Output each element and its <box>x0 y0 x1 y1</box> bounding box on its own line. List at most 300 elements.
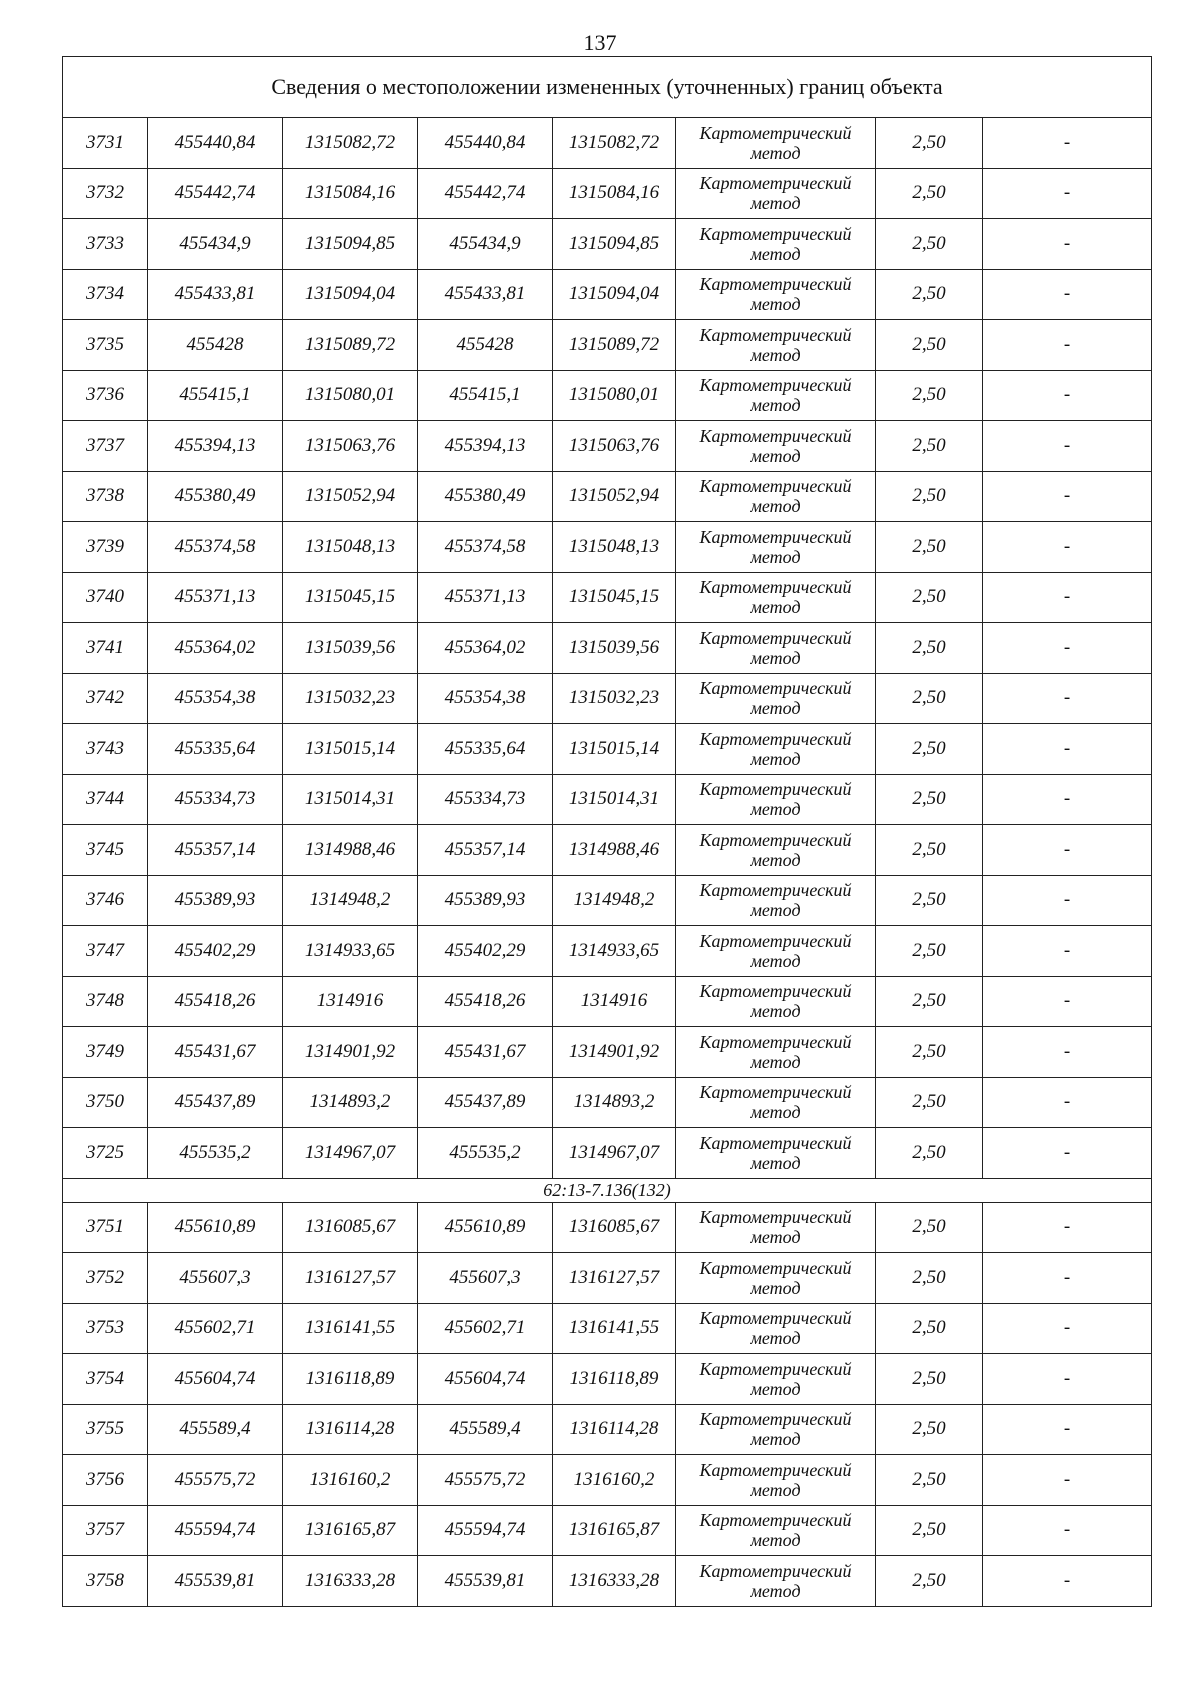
y-new-cell: 1315015,14 <box>553 724 676 775</box>
method-line1: Картометрический <box>699 981 852 1002</box>
note-cell: - <box>983 623 1152 674</box>
table-row <box>63 1505 1152 1556</box>
method-cell <box>676 926 876 977</box>
method-cell <box>676 673 876 724</box>
method-line1: Картометрический <box>699 627 852 648</box>
point-number-cell: 3750 <box>63 1077 148 1128</box>
point-number-cell: 3732 <box>63 168 148 219</box>
table-row <box>63 623 1152 674</box>
accuracy-cell: 2,50 <box>876 976 983 1027</box>
accuracy-cell: 2,50 <box>876 1455 983 1506</box>
x-existing-cell: 455354,38 <box>148 673 283 724</box>
method-cell <box>676 1404 876 1455</box>
x-new-cell: 455610,89 <box>418 1202 553 1253</box>
method-line2: метод <box>750 698 801 719</box>
note-cell: - <box>983 320 1152 371</box>
point-number-cell: 3757 <box>63 1505 148 1556</box>
point-number-cell: 3748 <box>63 976 148 1027</box>
y-existing-cell: 1315039,56 <box>283 623 418 674</box>
y-existing-cell: 1315048,13 <box>283 522 418 573</box>
note-cell: - <box>983 1303 1152 1354</box>
x-new-cell: 455334,73 <box>418 774 553 825</box>
x-existing-cell: 455389,93 <box>148 875 283 926</box>
table-row <box>63 724 1152 775</box>
table-row <box>63 421 1152 472</box>
method-cell <box>676 370 876 421</box>
x-new-cell: 455428 <box>418 320 553 371</box>
x-existing-cell: 455415,1 <box>148 370 283 421</box>
table-row <box>63 673 1152 724</box>
x-new-cell: 455431,67 <box>418 1027 553 1078</box>
point-number-cell: 3751 <box>63 1202 148 1253</box>
x-existing-cell: 455440,84 <box>148 118 283 169</box>
method-line2: метод <box>750 546 801 567</box>
method-cell <box>676 572 876 623</box>
method-cell <box>676 320 876 371</box>
method-line1: Картометрический <box>699 577 852 598</box>
point-number-cell: 3758 <box>63 1556 148 1607</box>
x-new-cell: 455594,74 <box>418 1505 553 1556</box>
method-cell <box>676 471 876 522</box>
x-existing-cell: 455335,64 <box>148 724 283 775</box>
accuracy-cell: 2,50 <box>876 1505 983 1556</box>
y-existing-cell: 1315094,04 <box>283 269 418 320</box>
table-row <box>63 1202 1152 1253</box>
method-cell <box>676 421 876 472</box>
x-existing-cell: 455371,13 <box>148 572 283 623</box>
y-new-cell: 1315039,56 <box>553 623 676 674</box>
note-cell: - <box>983 522 1152 573</box>
method-cell <box>676 1455 876 1506</box>
y-existing-cell: 1315014,31 <box>283 774 418 825</box>
y-new-cell: 1316165,87 <box>553 1505 676 1556</box>
y-new-cell: 1315045,15 <box>553 572 676 623</box>
point-number-cell: 3739 <box>63 522 148 573</box>
x-existing-cell: 455610,89 <box>148 1202 283 1253</box>
table-row <box>63 1253 1152 1304</box>
method-line2: метод <box>750 1378 801 1399</box>
point-number-cell: 3746 <box>63 875 148 926</box>
y-new-cell: 1316333,28 <box>553 1556 676 1607</box>
point-number-cell: 3737 <box>63 421 148 472</box>
method-line2: метод <box>750 243 801 264</box>
point-number-cell: 3731 <box>63 118 148 169</box>
y-new-cell: 1315094,04 <box>553 269 676 320</box>
note-cell: - <box>983 1077 1152 1128</box>
x-existing-cell: 455357,14 <box>148 825 283 876</box>
method-line1: Картометрический <box>699 1082 852 1103</box>
method-line1: Картометрический <box>699 829 852 850</box>
y-existing-cell: 1315080,01 <box>283 370 418 421</box>
x-existing-cell: 455602,71 <box>148 1303 283 1354</box>
table-row <box>63 926 1152 977</box>
accuracy-cell: 2,50 <box>876 471 983 522</box>
y-existing-cell: 1315052,94 <box>283 471 418 522</box>
method-line2: метод <box>750 647 801 668</box>
x-new-cell: 455434,9 <box>418 219 553 270</box>
y-new-cell: 1315082,72 <box>553 118 676 169</box>
method-line2: метод <box>750 597 801 618</box>
table-row <box>63 976 1152 1027</box>
accuracy-cell: 2,50 <box>876 1202 983 1253</box>
table-row <box>63 1404 1152 1455</box>
x-new-cell: 455364,02 <box>418 623 553 674</box>
table-title-row <box>63 57 1152 118</box>
boundary-coordinates-table <box>62 56 1152 1607</box>
accuracy-cell: 2,50 <box>876 421 983 472</box>
table-row <box>63 1077 1152 1128</box>
x-new-cell: 455607,3 <box>418 1253 553 1304</box>
x-new-cell: 455437,89 <box>418 1077 553 1128</box>
y-new-cell: 1315063,76 <box>553 421 676 472</box>
x-existing-cell: 455437,89 <box>148 1077 283 1128</box>
y-new-cell: 1316127,57 <box>553 1253 676 1304</box>
x-existing-cell: 455607,3 <box>148 1253 283 1304</box>
accuracy-cell: 2,50 <box>876 1253 983 1304</box>
x-new-cell: 455402,29 <box>418 926 553 977</box>
method-line2: метод <box>750 1152 801 1173</box>
x-existing-cell: 455374,58 <box>148 522 283 573</box>
point-number-cell: 3749 <box>63 1027 148 1078</box>
y-new-cell: 1316118,89 <box>553 1354 676 1405</box>
x-new-cell: 455442,74 <box>418 168 553 219</box>
point-number-cell: 3755 <box>63 1404 148 1455</box>
x-new-cell: 455602,71 <box>418 1303 553 1354</box>
method-line1: Картометрический <box>699 1409 852 1430</box>
x-existing-cell: 455434,9 <box>148 219 283 270</box>
point-number-cell: 3738 <box>63 471 148 522</box>
method-line2: метод <box>750 142 801 163</box>
x-new-cell: 455575,72 <box>418 1455 553 1506</box>
note-cell: - <box>983 1505 1152 1556</box>
table-row <box>63 320 1152 371</box>
x-existing-cell: 455433,81 <box>148 269 283 320</box>
point-number-cell: 3734 <box>63 269 148 320</box>
method-cell <box>676 875 876 926</box>
x-new-cell: 455418,26 <box>418 976 553 1027</box>
x-new-cell: 455335,64 <box>418 724 553 775</box>
y-new-cell: 1314893,2 <box>553 1077 676 1128</box>
y-existing-cell: 1316085,67 <box>283 1202 418 1253</box>
table-row <box>63 168 1152 219</box>
note-cell: - <box>983 370 1152 421</box>
method-line2: метод <box>750 344 801 365</box>
accuracy-cell: 2,50 <box>876 623 983 674</box>
table-row <box>63 118 1152 169</box>
x-existing-cell: 455418,26 <box>148 976 283 1027</box>
x-new-cell: 455433,81 <box>418 269 553 320</box>
note-cell: - <box>983 976 1152 1027</box>
page-number: 137 <box>583 30 617 55</box>
y-new-cell: 1314967,07 <box>553 1128 676 1179</box>
point-number-cell: 3753 <box>63 1303 148 1354</box>
x-new-cell: 455415,1 <box>418 370 553 421</box>
method-line2: метод <box>750 193 801 214</box>
note-cell: - <box>983 1128 1152 1179</box>
method-line1: Картометрический <box>699 1560 852 1581</box>
point-number-cell: 3741 <box>63 623 148 674</box>
x-new-cell: 455389,93 <box>418 875 553 926</box>
method-line2: метод <box>750 445 801 466</box>
method-line1: Картометрический <box>699 1459 852 1480</box>
note-cell: - <box>983 1404 1152 1455</box>
method-line2: метод <box>750 1580 801 1601</box>
accuracy-cell: 2,50 <box>876 724 983 775</box>
method-line1: Картометрический <box>699 476 852 497</box>
method-line2: метод <box>750 1429 801 1450</box>
y-new-cell: 1316141,55 <box>553 1303 676 1354</box>
accuracy-cell: 2,50 <box>876 1354 983 1405</box>
y-new-cell: 1315052,94 <box>553 471 676 522</box>
x-existing-cell: 455442,74 <box>148 168 283 219</box>
x-existing-cell: 455604,74 <box>148 1354 283 1405</box>
accuracy-cell: 2,50 <box>876 572 983 623</box>
note-cell: - <box>983 774 1152 825</box>
x-existing-cell: 455380,49 <box>148 471 283 522</box>
y-new-cell: 1315048,13 <box>553 522 676 573</box>
note-cell: - <box>983 1455 1152 1506</box>
y-new-cell: 1316114,28 <box>553 1404 676 1455</box>
point-number-cell: 3754 <box>63 1354 148 1405</box>
point-number-cell: 3745 <box>63 825 148 876</box>
table-row <box>63 1128 1152 1179</box>
method-cell <box>676 1128 876 1179</box>
accuracy-cell: 2,50 <box>876 370 983 421</box>
accuracy-cell: 2,50 <box>876 673 983 724</box>
accuracy-cell: 2,50 <box>876 1556 983 1607</box>
accuracy-cell: 2,50 <box>876 219 983 270</box>
x-existing-cell: 455539,81 <box>148 1556 283 1607</box>
method-cell <box>676 1077 876 1128</box>
accuracy-cell: 2,50 <box>876 1404 983 1455</box>
x-existing-cell: 455428 <box>148 320 283 371</box>
method-line1: Картометрический <box>699 173 852 194</box>
x-new-cell: 455357,14 <box>418 825 553 876</box>
x-existing-cell: 455394,13 <box>148 421 283 472</box>
method-cell <box>676 522 876 573</box>
method-line2: метод <box>750 1277 801 1298</box>
table-row <box>63 1303 1152 1354</box>
x-existing-cell: 455575,72 <box>148 1455 283 1506</box>
y-existing-cell: 1314916 <box>283 976 418 1027</box>
table-row <box>63 1354 1152 1405</box>
y-existing-cell: 1314893,2 <box>283 1077 418 1128</box>
method-line1: Картометрический <box>699 678 852 699</box>
y-existing-cell: 1314967,07 <box>283 1128 418 1179</box>
table-row <box>63 774 1152 825</box>
method-cell <box>676 1303 876 1354</box>
y-existing-cell: 1314948,2 <box>283 875 418 926</box>
point-number-cell: 3742 <box>63 673 148 724</box>
y-existing-cell: 1316141,55 <box>283 1303 418 1354</box>
point-number-cell: 3752 <box>63 1253 148 1304</box>
point-number-cell: 3756 <box>63 1455 148 1506</box>
y-existing-cell: 1315015,14 <box>283 724 418 775</box>
table-title: Сведения о местоположении измененных (уточненных) границ объекта <box>63 57 1152 118</box>
y-new-cell: 1316085,67 <box>553 1202 676 1253</box>
note-cell: - <box>983 926 1152 977</box>
method-line1: Картометрический <box>699 1257 852 1278</box>
note-cell: - <box>983 1027 1152 1078</box>
method-cell <box>676 623 876 674</box>
x-new-cell: 455604,74 <box>418 1354 553 1405</box>
method-cell <box>676 1202 876 1253</box>
method-cell <box>676 269 876 320</box>
point-number-cell: 3740 <box>63 572 148 623</box>
method-line2: метод <box>750 799 801 820</box>
y-new-cell: 1315094,85 <box>553 219 676 270</box>
accuracy-cell: 2,50 <box>876 1303 983 1354</box>
accuracy-cell: 2,50 <box>876 168 983 219</box>
method-line1: Картометрический <box>699 122 852 143</box>
y-new-cell: 1315014,31 <box>553 774 676 825</box>
x-new-cell: 455535,2 <box>418 1128 553 1179</box>
x-new-cell: 455374,58 <box>418 522 553 573</box>
accuracy-cell: 2,50 <box>876 522 983 573</box>
x-new-cell: 455440,84 <box>418 118 553 169</box>
method-line2: метод <box>750 849 801 870</box>
x-new-cell: 455371,13 <box>418 572 553 623</box>
x-existing-cell: 455431,67 <box>148 1027 283 1078</box>
method-line2: метод <box>750 1328 801 1349</box>
method-line1: Картометрический <box>699 728 852 749</box>
method-cell <box>676 724 876 775</box>
y-existing-cell: 1315045,15 <box>283 572 418 623</box>
point-number-cell: 3744 <box>63 774 148 825</box>
method-line1: Картометрический <box>699 425 852 446</box>
x-new-cell: 455354,38 <box>418 673 553 724</box>
table-row <box>63 1556 1152 1607</box>
point-number-cell: 3736 <box>63 370 148 421</box>
method-line1: Картометрический <box>699 526 852 547</box>
table-row <box>63 875 1152 926</box>
method-cell <box>676 976 876 1027</box>
method-line1: Картометрический <box>699 1358 852 1379</box>
x-existing-cell: 455334,73 <box>148 774 283 825</box>
note-cell: - <box>983 118 1152 169</box>
accuracy-cell: 2,50 <box>876 875 983 926</box>
accuracy-cell: 2,50 <box>876 1077 983 1128</box>
point-number-cell: 3733 <box>63 219 148 270</box>
y-existing-cell: 1316165,87 <box>283 1505 418 1556</box>
method-line2: метод <box>750 496 801 517</box>
method-line2: метод <box>750 950 801 971</box>
accuracy-cell: 2,50 <box>876 825 983 876</box>
method-line1: Картометрический <box>699 375 852 396</box>
method-line1: Картометрический <box>699 223 852 244</box>
method-cell <box>676 1027 876 1078</box>
method-line2: метод <box>750 748 801 769</box>
accuracy-cell: 2,50 <box>876 926 983 977</box>
method-cell <box>676 774 876 825</box>
method-line2: метод <box>750 1479 801 1500</box>
note-cell: - <box>983 724 1152 775</box>
note-cell: - <box>983 572 1152 623</box>
note-cell: - <box>983 1202 1152 1253</box>
table-row <box>63 572 1152 623</box>
note-cell: - <box>983 875 1152 926</box>
table-row <box>63 1027 1152 1078</box>
note-cell: - <box>983 1354 1152 1405</box>
y-existing-cell: 1315084,16 <box>283 168 418 219</box>
note-cell: - <box>983 168 1152 219</box>
method-cell <box>676 1354 876 1405</box>
method-cell <box>676 1556 876 1607</box>
y-existing-cell: 1315032,23 <box>283 673 418 724</box>
y-new-cell: 1314988,46 <box>553 825 676 876</box>
table-row <box>63 219 1152 270</box>
y-existing-cell: 1316127,57 <box>283 1253 418 1304</box>
table-row <box>63 370 1152 421</box>
note-cell: - <box>983 269 1152 320</box>
accuracy-cell: 2,50 <box>876 1128 983 1179</box>
y-new-cell: 1315084,16 <box>553 168 676 219</box>
y-new-cell: 1314901,92 <box>553 1027 676 1078</box>
accuracy-cell: 2,50 <box>876 118 983 169</box>
x-existing-cell: 455589,4 <box>148 1404 283 1455</box>
note-cell: - <box>983 219 1152 270</box>
note-cell: - <box>983 825 1152 876</box>
y-existing-cell: 1314901,92 <box>283 1027 418 1078</box>
table-row <box>63 269 1152 320</box>
method-cell <box>676 118 876 169</box>
x-existing-cell: 455402,29 <box>148 926 283 977</box>
point-number-cell: 3743 <box>63 724 148 775</box>
method-line2: метод <box>750 1102 801 1123</box>
y-existing-cell: 1316114,28 <box>283 1404 418 1455</box>
x-new-cell: 455380,49 <box>418 471 553 522</box>
method-cell <box>676 168 876 219</box>
x-existing-cell: 455535,2 <box>148 1128 283 1179</box>
y-existing-cell: 1314933,65 <box>283 926 418 977</box>
y-existing-cell: 1315082,72 <box>283 118 418 169</box>
y-new-cell: 1315080,01 <box>553 370 676 421</box>
accuracy-cell: 2,50 <box>876 269 983 320</box>
section-row <box>63 1178 1152 1202</box>
point-number-cell: 3747 <box>63 926 148 977</box>
method-line1: Картометрический <box>699 1207 852 1228</box>
y-existing-cell: 1315094,85 <box>283 219 418 270</box>
method-cell <box>676 825 876 876</box>
y-new-cell: 1314916 <box>553 976 676 1027</box>
y-existing-cell: 1314988,46 <box>283 825 418 876</box>
note-cell: - <box>983 673 1152 724</box>
x-existing-cell: 455364,02 <box>148 623 283 674</box>
method-line2: метод <box>750 294 801 315</box>
note-cell: - <box>983 1253 1152 1304</box>
method-cell <box>676 1505 876 1556</box>
method-line1: Картометрический <box>699 779 852 800</box>
method-line1: Картометрический <box>699 1132 852 1153</box>
y-new-cell: 1315032,23 <box>553 673 676 724</box>
section-label: 62:13-7.136(132) <box>63 1178 1152 1202</box>
point-number-cell: 3735 <box>63 320 148 371</box>
method-line2: метод <box>750 1227 801 1248</box>
y-existing-cell: 1316160,2 <box>283 1455 418 1506</box>
y-existing-cell: 1315089,72 <box>283 320 418 371</box>
y-new-cell: 1316160,2 <box>553 1455 676 1506</box>
method-line1: Картометрический <box>699 274 852 295</box>
method-cell <box>676 219 876 270</box>
accuracy-cell: 2,50 <box>876 1027 983 1078</box>
y-existing-cell: 1316333,28 <box>283 1556 418 1607</box>
table-row <box>63 825 1152 876</box>
y-existing-cell: 1316118,89 <box>283 1354 418 1405</box>
y-new-cell: 1314933,65 <box>553 926 676 977</box>
x-new-cell: 455539,81 <box>418 1556 553 1607</box>
x-new-cell: 455394,13 <box>418 421 553 472</box>
table-row <box>63 471 1152 522</box>
